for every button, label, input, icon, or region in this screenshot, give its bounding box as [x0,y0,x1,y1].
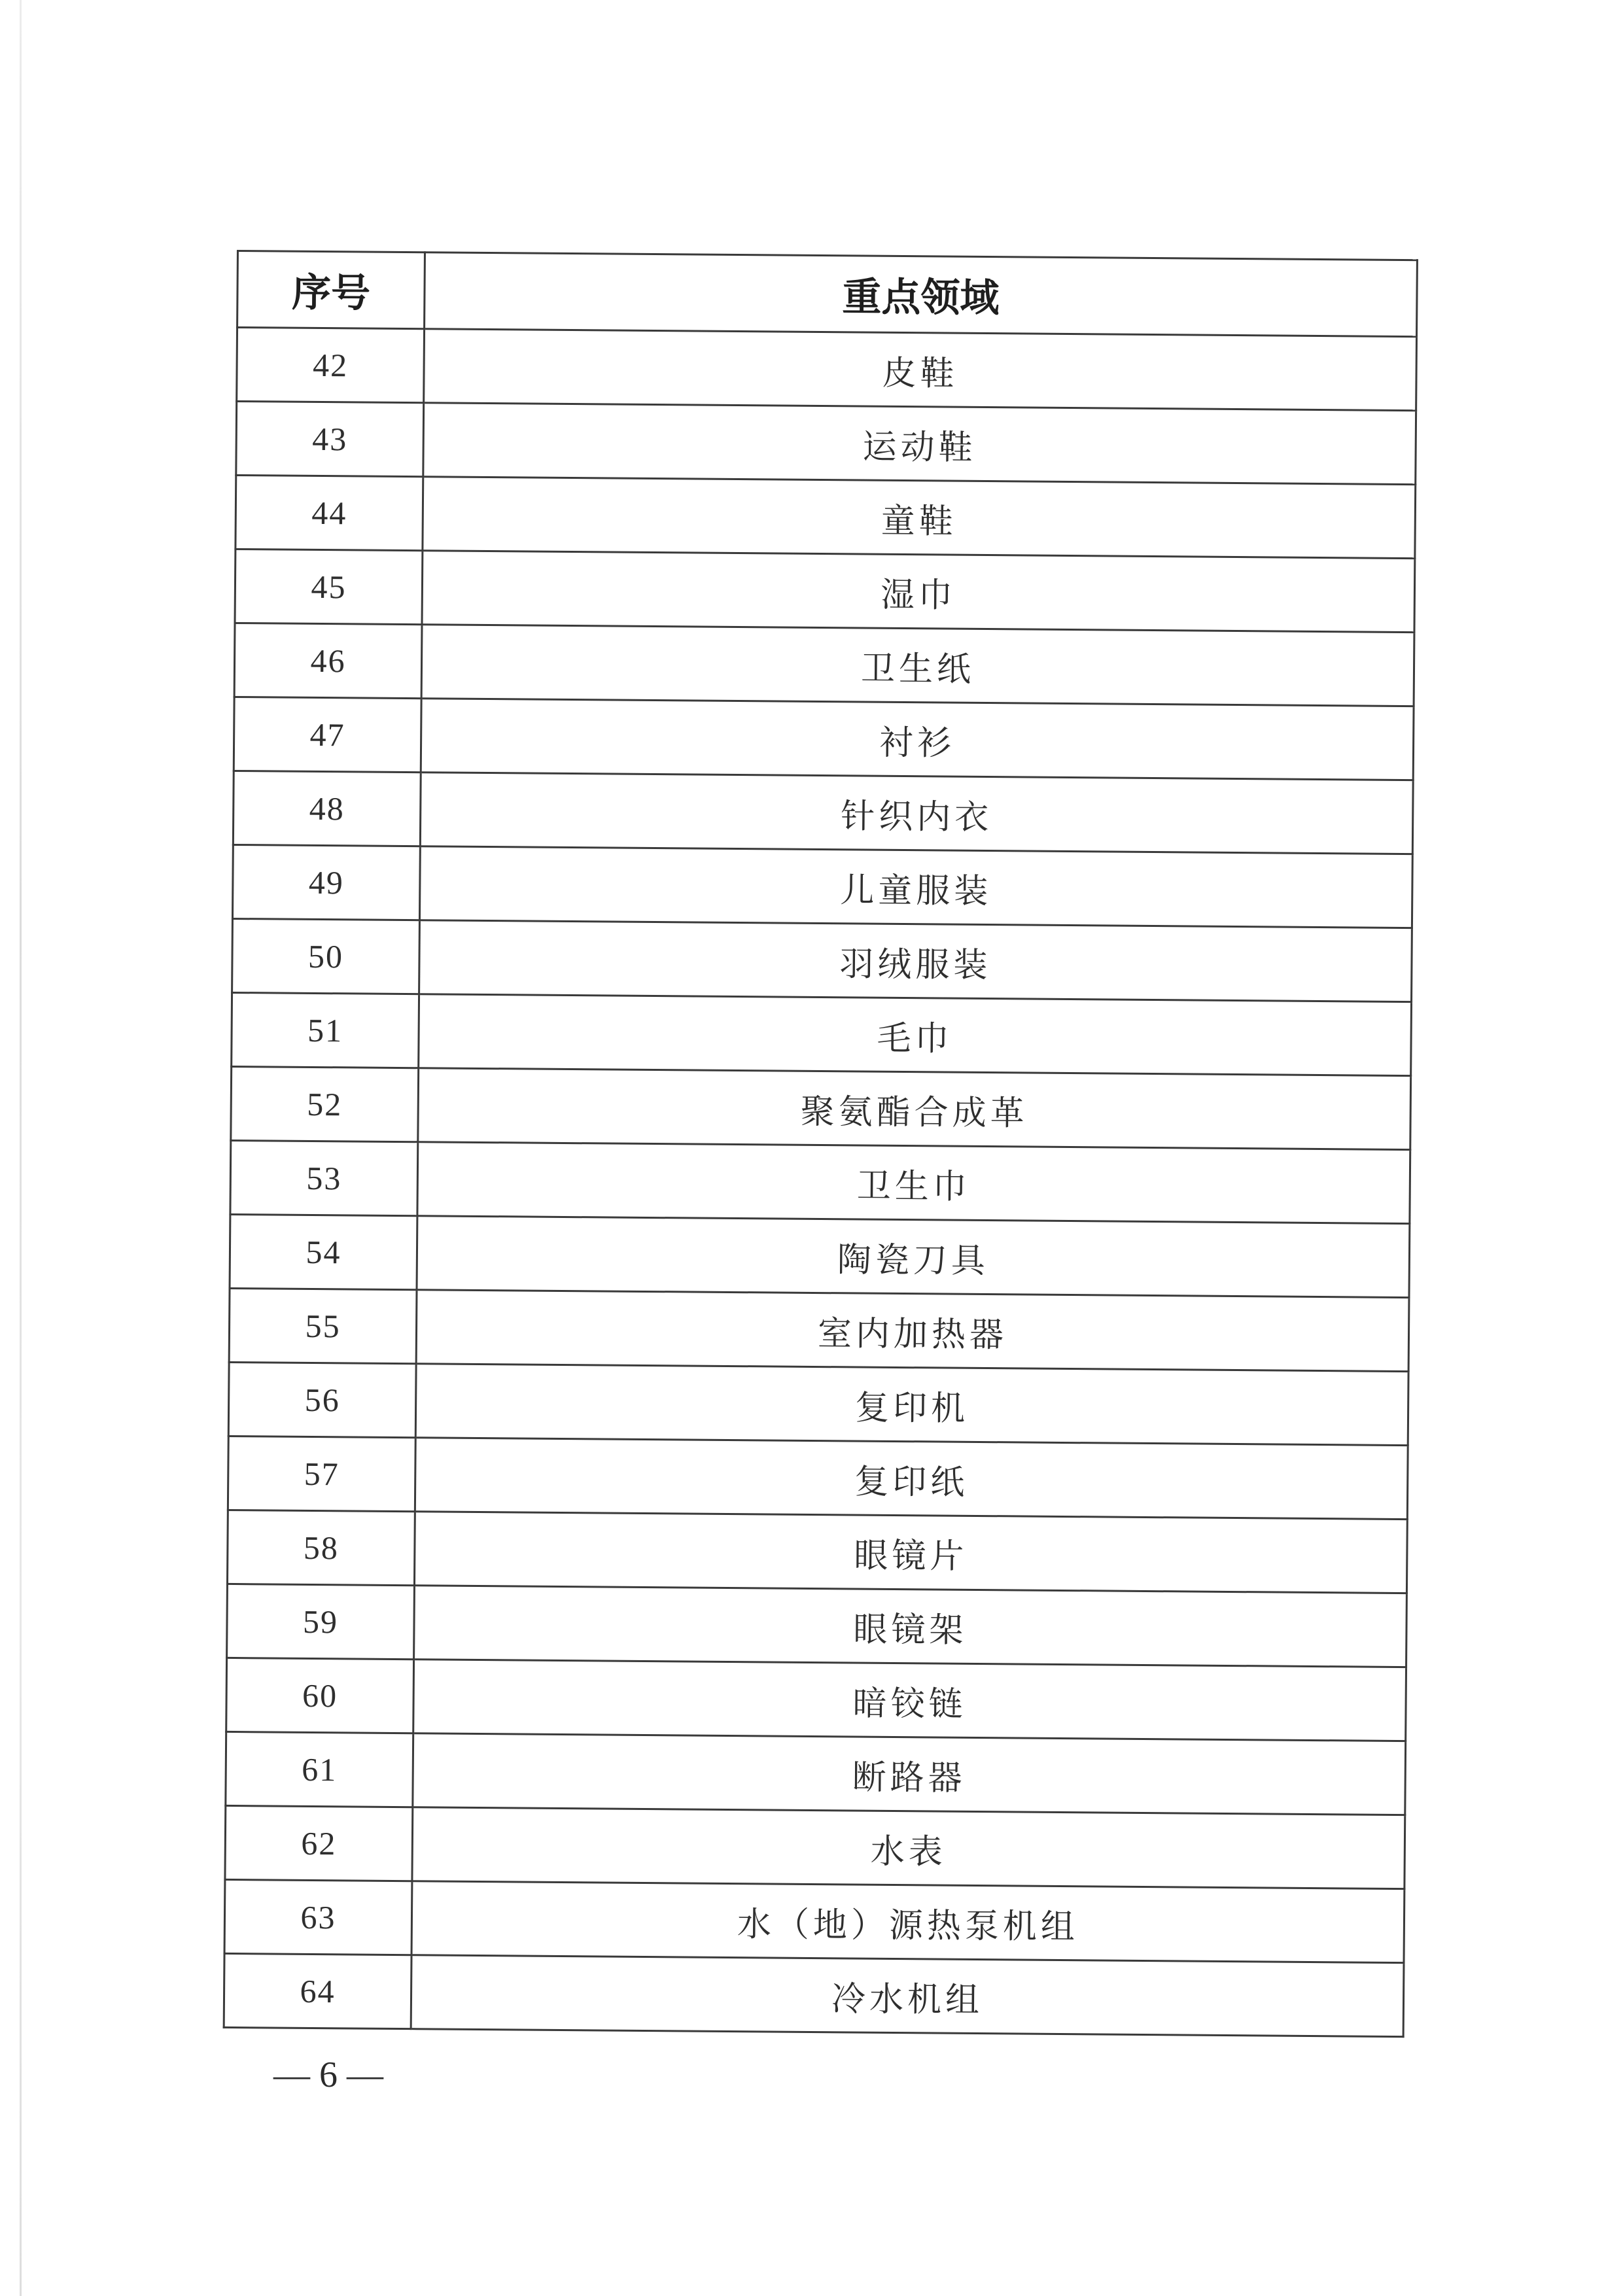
row-area: 陶瓷刀具 [417,1216,1410,1298]
row-area: 儿童服装 [419,846,1412,928]
row-number: 47 [234,697,421,772]
table-row [226,1731,1406,1815]
table-row [224,1953,1404,2036]
row-area: 皮鞋 [424,329,1417,411]
table-row [236,402,1416,485]
row-area: 水表 [412,1807,1405,1889]
row-number: 63 [224,1879,412,1955]
table-row [230,1214,1410,1297]
table-row [233,771,1413,854]
row-number: 53 [230,1140,418,1215]
row-number: 61 [226,1731,413,1807]
row-area: 冷水机组 [411,1955,1404,2037]
row-number: 56 [228,1362,416,1437]
table-row [235,549,1415,632]
table-row [236,476,1416,559]
row-area: 童鞋 [423,477,1416,559]
table-row [230,1140,1410,1223]
row-number: 58 [227,1510,415,1585]
row-area: 眼镜架 [414,1586,1407,1667]
table-row [225,1805,1405,1888]
row-number: 57 [228,1436,415,1511]
row-number: 50 [232,918,420,994]
table-row [227,1584,1407,1667]
row-number: 48 [233,771,421,846]
table-row [232,844,1412,928]
table-row [227,1510,1407,1593]
priority-areas-table [223,250,1418,2038]
table-row [237,328,1417,411]
table-row [232,992,1412,1075]
table-row [226,1658,1406,1741]
row-number: 49 [232,844,420,920]
page-number: — 6 — [273,2055,383,2095]
table-row [224,1879,1405,1962]
table-row [234,623,1414,706]
row-area: 聚氨酯合成革 [418,1068,1411,1150]
row-area: 断路器 [413,1733,1406,1815]
row-number: 54 [230,1214,417,1289]
row-number: 51 [232,992,419,1068]
row-area: 针织内衣 [420,773,1413,854]
row-number: 44 [236,476,423,551]
table-row [229,1288,1409,1371]
row-number: 43 [236,402,424,477]
row-number: 55 [229,1288,417,1363]
row-area: 衬衫 [421,699,1414,780]
row-number: 59 [227,1584,415,1659]
table-row [231,1066,1411,1149]
table-row [228,1436,1408,1519]
table-header-row [237,251,1418,337]
row-number: 42 [237,328,425,403]
row-area: 运动鞋 [423,403,1416,485]
row-number: 46 [234,623,422,698]
row-number: 60 [226,1658,414,1733]
row-area: 复印纸 [415,1438,1408,1520]
header-area: 重点领域 [425,252,1418,337]
scan-edge [20,0,22,2296]
row-number: 45 [235,549,423,624]
row-area: 眼镜片 [414,1512,1407,1593]
row-area: 湿巾 [422,551,1415,633]
row-number: 62 [225,1805,413,1881]
row-number: 52 [231,1066,419,1141]
table-row [234,697,1414,780]
header-number: 序号 [237,251,425,329]
row-area: 羽绒服装 [419,920,1412,1002]
table-row [232,918,1412,1001]
row-area: 复印机 [415,1364,1408,1446]
row-area: 水（地）源热泵机组 [411,1881,1405,1963]
row-area: 毛巾 [419,994,1412,1076]
row-number: 64 [224,1953,411,2028]
row-area: 室内加热器 [416,1290,1409,1372]
table-row [228,1362,1408,1445]
row-area: 暗铰链 [413,1660,1406,1741]
row-area: 卫生巾 [417,1142,1410,1224]
row-area: 卫生纸 [421,625,1414,706]
